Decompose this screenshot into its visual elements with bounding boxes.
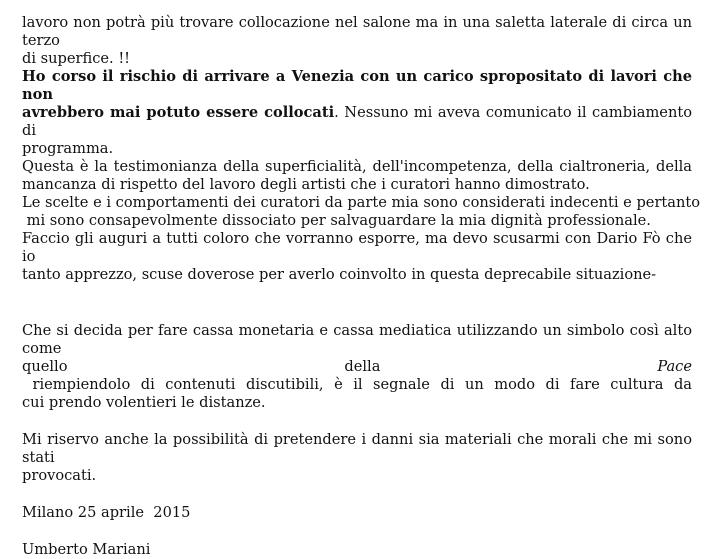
paragraph-dissociation (22, 194, 701, 230)
text-span: . Nessuno mi aveva comunicato il cambiamento di (22, 104, 692, 139)
text-line: provocati. (22, 467, 97, 484)
bold-text-span: avrebbero mai potuto essere collocati (22, 104, 335, 121)
paragraph-testimony (22, 158, 692, 194)
paragraph-wishes (22, 230, 692, 284)
text-span: quello della (22, 358, 658, 375)
text-line: di superfice. !! (22, 50, 131, 67)
text-line: programma. (22, 140, 114, 157)
text-line: Faccio gli auguri a tutti coloro che vorranno esporre, ma devo scusarmi con Dario Fò che io (22, 230, 692, 265)
text-line: cui prendo volentieri le distanze. (22, 394, 266, 411)
text-line: tanto apprezzo, scuse doverose per averlo coinvolto in questa deprecabile situazione- (22, 266, 657, 283)
paragraph-damages (22, 431, 692, 485)
letter-date: Milano 25 aprile 2015 (22, 504, 191, 521)
italic-text-span: Pace (657, 358, 692, 375)
text-line: mancanza di rispetto del lavoro degli artisti che i curatori hanno dimostrato. (22, 176, 590, 193)
text-line: Le scelte e i comportamenti dei curatori da parte mia sono considerati indecenti e pertanto (22, 194, 701, 211)
text-line: mi sono consapevolmente dissociato per salvaguardare la mia dignità professionale. (22, 212, 651, 229)
paragraph-criticism (22, 322, 692, 412)
text-line: Questa è la testimonianza della superficialità, dell'incompetenza, della cialtroneria, della (22, 158, 692, 175)
paragraph-risk-statement (22, 68, 692, 158)
text-line: lavoro non potrà più trovare collocazione nel salone ma in una saletta laterale di circa un terzo (22, 14, 692, 49)
letter-body (22, 14, 701, 559)
text-span: riempiendolo di contenuti discutibili, è il segnale di un modo di fare cultura da (22, 376, 692, 393)
text-line: Mi riservo anche la possibilità di pretendere i danni sia materiali che morali che mi sono stati (22, 431, 692, 466)
letter-signature: Umberto Mariani (22, 541, 151, 558)
paragraph-venue-change (22, 14, 692, 68)
text-line: Che si decida per fare cassa monetaria e cassa mediatica utilizzando un simbolo così alto come (22, 322, 692, 357)
bold-text-line: Ho corso il rischio di arrivare a Venezia con un carico spropositato di lavori che non (22, 68, 692, 103)
